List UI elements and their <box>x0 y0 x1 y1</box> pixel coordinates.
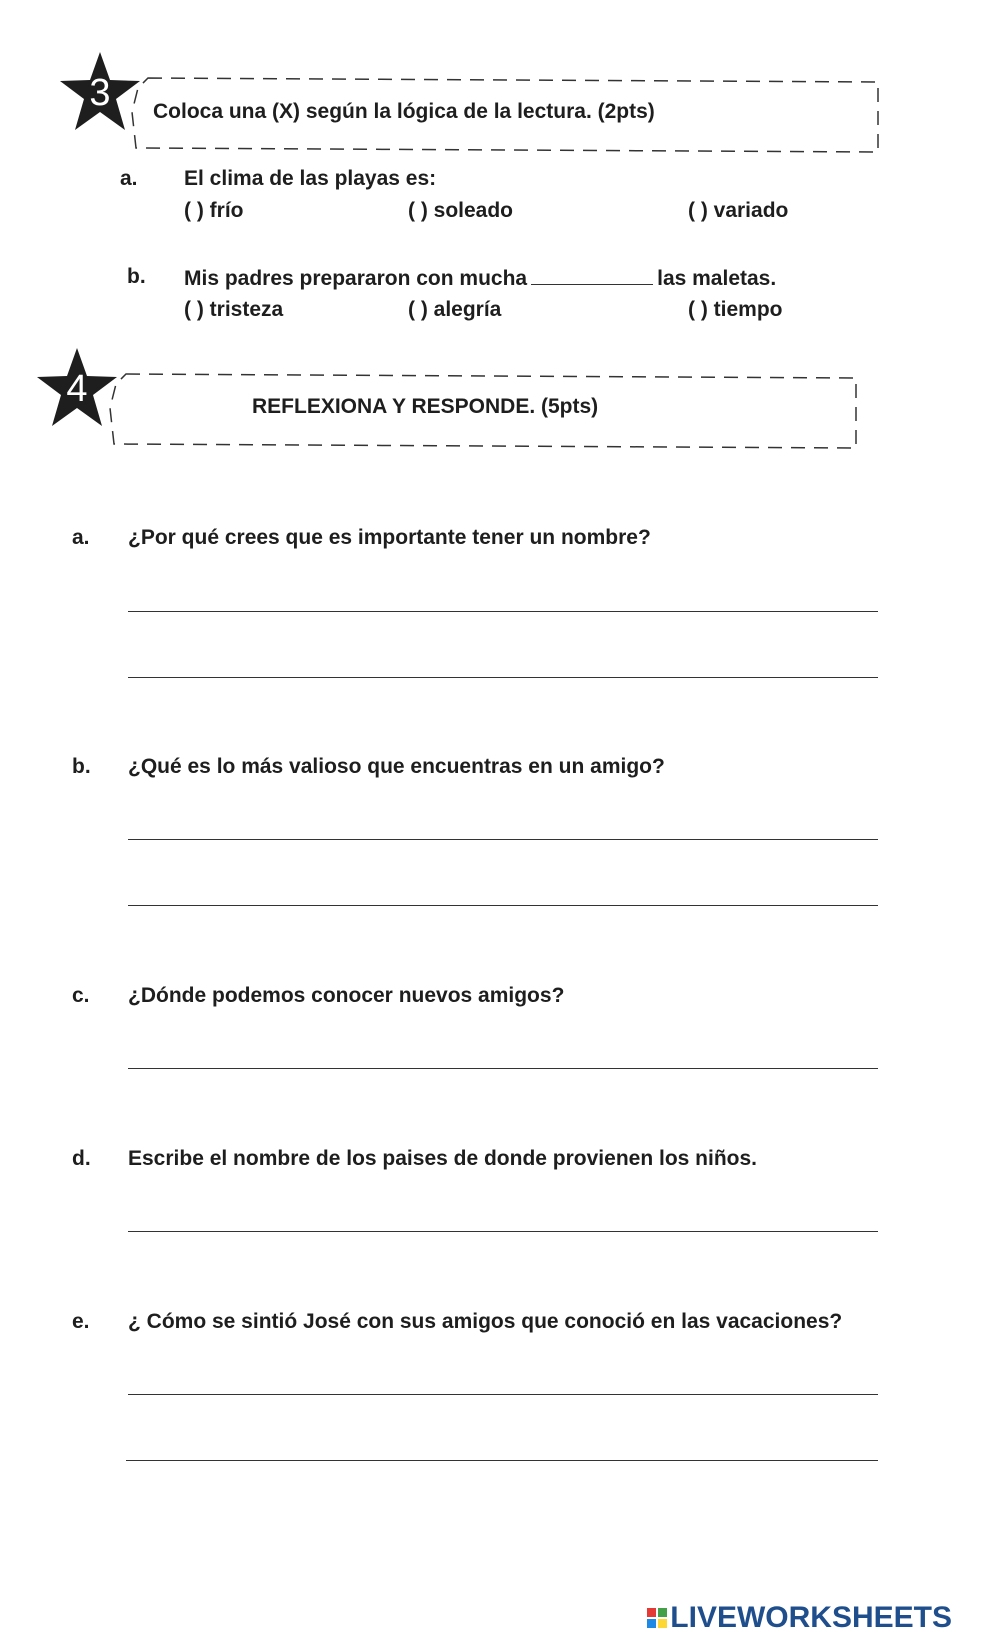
question-4c-text: ¿Dónde podemos conocer nuevos amigos? <box>128 984 565 1007</box>
question-3a-text: El clima de las playas es: <box>184 167 437 190</box>
section-3-instruction: Coloca una (X) según la lógica de la lectura. (2pts) <box>153 100 655 123</box>
question-4b-text: ¿Qué es lo más valioso que encuentras en un amigo? <box>128 755 665 778</box>
answer-line-4d-1[interactable] <box>128 1231 878 1232</box>
question-4e-text: ¿ Cómo se sintió José con sus amigos que conoció en las vacaciones? <box>128 1310 843 1333</box>
answer-line-4c-1[interactable] <box>128 1068 878 1069</box>
logo-block-2 <box>658 1608 667 1617</box>
option-3b-alegria[interactable]: ( ) alegría <box>408 298 502 321</box>
logo-block-3 <box>647 1619 656 1628</box>
answer-line-4e-1[interactable] <box>128 1394 878 1395</box>
logo-blocks-icon <box>647 1608 667 1628</box>
question-3b-sentence <box>184 266 776 289</box>
logo-block-1 <box>647 1608 656 1617</box>
question-3b-letter: b. <box>127 265 146 288</box>
question-4a-text: ¿Por qué crees que es importante tener un nombre? <box>128 526 651 549</box>
answer-line-4e-2[interactable] <box>126 1460 878 1461</box>
question-3b-blank-field[interactable] <box>531 266 653 285</box>
question-4a-letter: a. <box>72 526 90 549</box>
answer-line-4a-2[interactable] <box>128 677 878 678</box>
question-4d-text: Escribe el nombre de los paises de donde provienen los niños. <box>128 1147 757 1170</box>
question-4d-letter: d. <box>72 1147 91 1170</box>
option-3b-tiempo[interactable]: ( ) tiempo <box>688 298 783 321</box>
answer-line-4a-1[interactable] <box>128 611 878 612</box>
section-3-number: 3 <box>89 71 111 114</box>
logo-block-4 <box>658 1619 667 1628</box>
question-3b-text-after: las maletas. <box>657 267 777 290</box>
section-4-number: 4 <box>66 367 88 410</box>
option-3a-frio[interactable]: ( ) frío <box>184 199 244 222</box>
option-3b-tristeza[interactable]: ( ) tristeza <box>184 298 284 321</box>
section-4-title: REFLEXIONA Y RESPONDE. (5pts) <box>252 395 599 418</box>
liveworksheets-logo[interactable] <box>647 1601 952 1635</box>
question-3b-text-before: Mis padres prepararon con mucha <box>184 267 528 290</box>
question-3a-letter: a. <box>120 167 138 190</box>
answer-line-4b-1[interactable] <box>128 839 878 840</box>
option-3a-soleado[interactable]: ( ) soleado <box>408 199 514 222</box>
option-3a-variado[interactable]: ( ) variado <box>688 199 789 222</box>
question-4e-letter: e. <box>72 1310 90 1333</box>
question-4b-letter: b. <box>72 755 91 778</box>
question-4c-letter: c. <box>72 984 90 1007</box>
answer-line-4b-2[interactable] <box>128 905 878 906</box>
logo-text: LIVEWORKSHEETS <box>670 1601 952 1634</box>
